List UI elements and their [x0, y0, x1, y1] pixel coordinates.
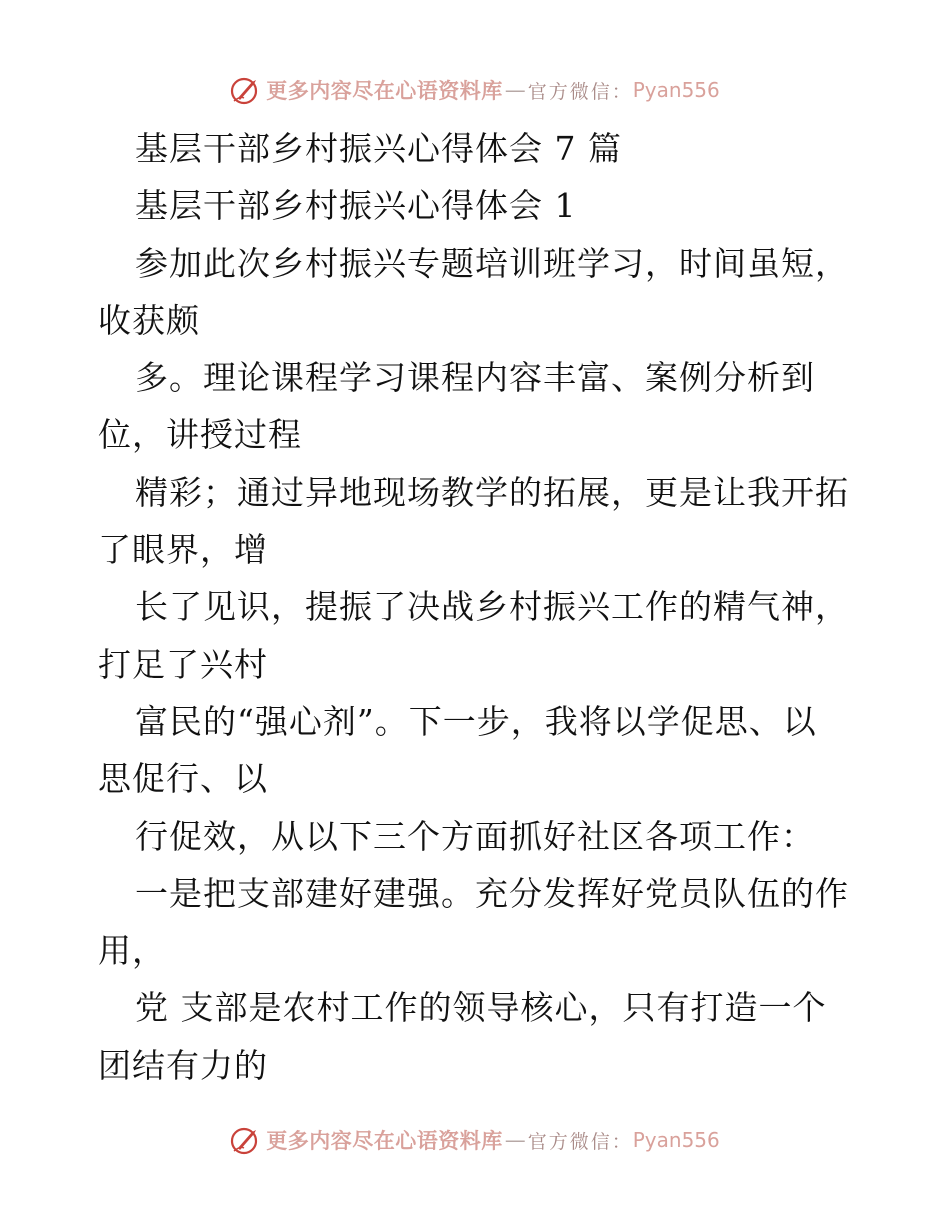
text-line: 了眼界，增 — [98, 530, 268, 570]
quill-logo-icon — [230, 1124, 262, 1156]
document-body — [98, 120, 868, 1094]
text-line: 行促效，从以下三个方面抓好社区各项工作： — [135, 816, 815, 856]
footer-banner — [0, 1120, 950, 1160]
text-line: 一是把支部建好建强。充分发挥好党员队伍的作 — [135, 873, 849, 913]
text-line: 长了见识，提振了决战乡村振兴工作的精气神， — [135, 587, 849, 627]
text-line: 党 支部是农村工作的领导核心，只有打造一个 — [135, 988, 827, 1028]
text-line: 位，讲授过程 — [98, 415, 302, 455]
header-banner — [0, 70, 950, 110]
banner-wechat-label: 官方微信： — [527, 80, 633, 103]
text-line: 多。理论课程学习课程内容丰富、案例分析到 — [135, 358, 815, 398]
banner-wechat-label: 官方微信： — [527, 1130, 633, 1153]
text-line: 思促行、以 — [98, 759, 268, 799]
text-line: 团结有力的 — [98, 1045, 268, 1085]
banner-wechat-id: Pyan556 — [632, 1128, 720, 1152]
text-line: 富民的“强心剂”。下一步，我将以学促思、以 — [135, 701, 817, 741]
banner-site-text: 更多内容尽在心语资料库 — [266, 79, 503, 103]
banner-dash: — — [504, 78, 526, 102]
banner-dash: — — [504, 1128, 526, 1152]
banner-wechat-id: Pyan556 — [632, 78, 720, 102]
text-line: 收获颇 — [98, 300, 200, 340]
text-line: 精彩；通过异地现场教学的拓展，更是让我开拓 — [135, 472, 849, 512]
doc-title: 基层干部乡村振兴心得体会 7 篇 — [135, 129, 622, 168]
text-line: 打足了兴村 — [98, 644, 268, 684]
quill-logo-icon — [230, 74, 262, 106]
text-line: 参加此次乡村振兴专题培训班学习，时间虽短， — [135, 243, 849, 283]
section-heading: 基层干部乡村振兴心得体会 1 — [135, 186, 577, 226]
banner-site-text: 更多内容尽在心语资料库 — [266, 1129, 503, 1153]
text-line: 用， — [98, 931, 166, 971]
